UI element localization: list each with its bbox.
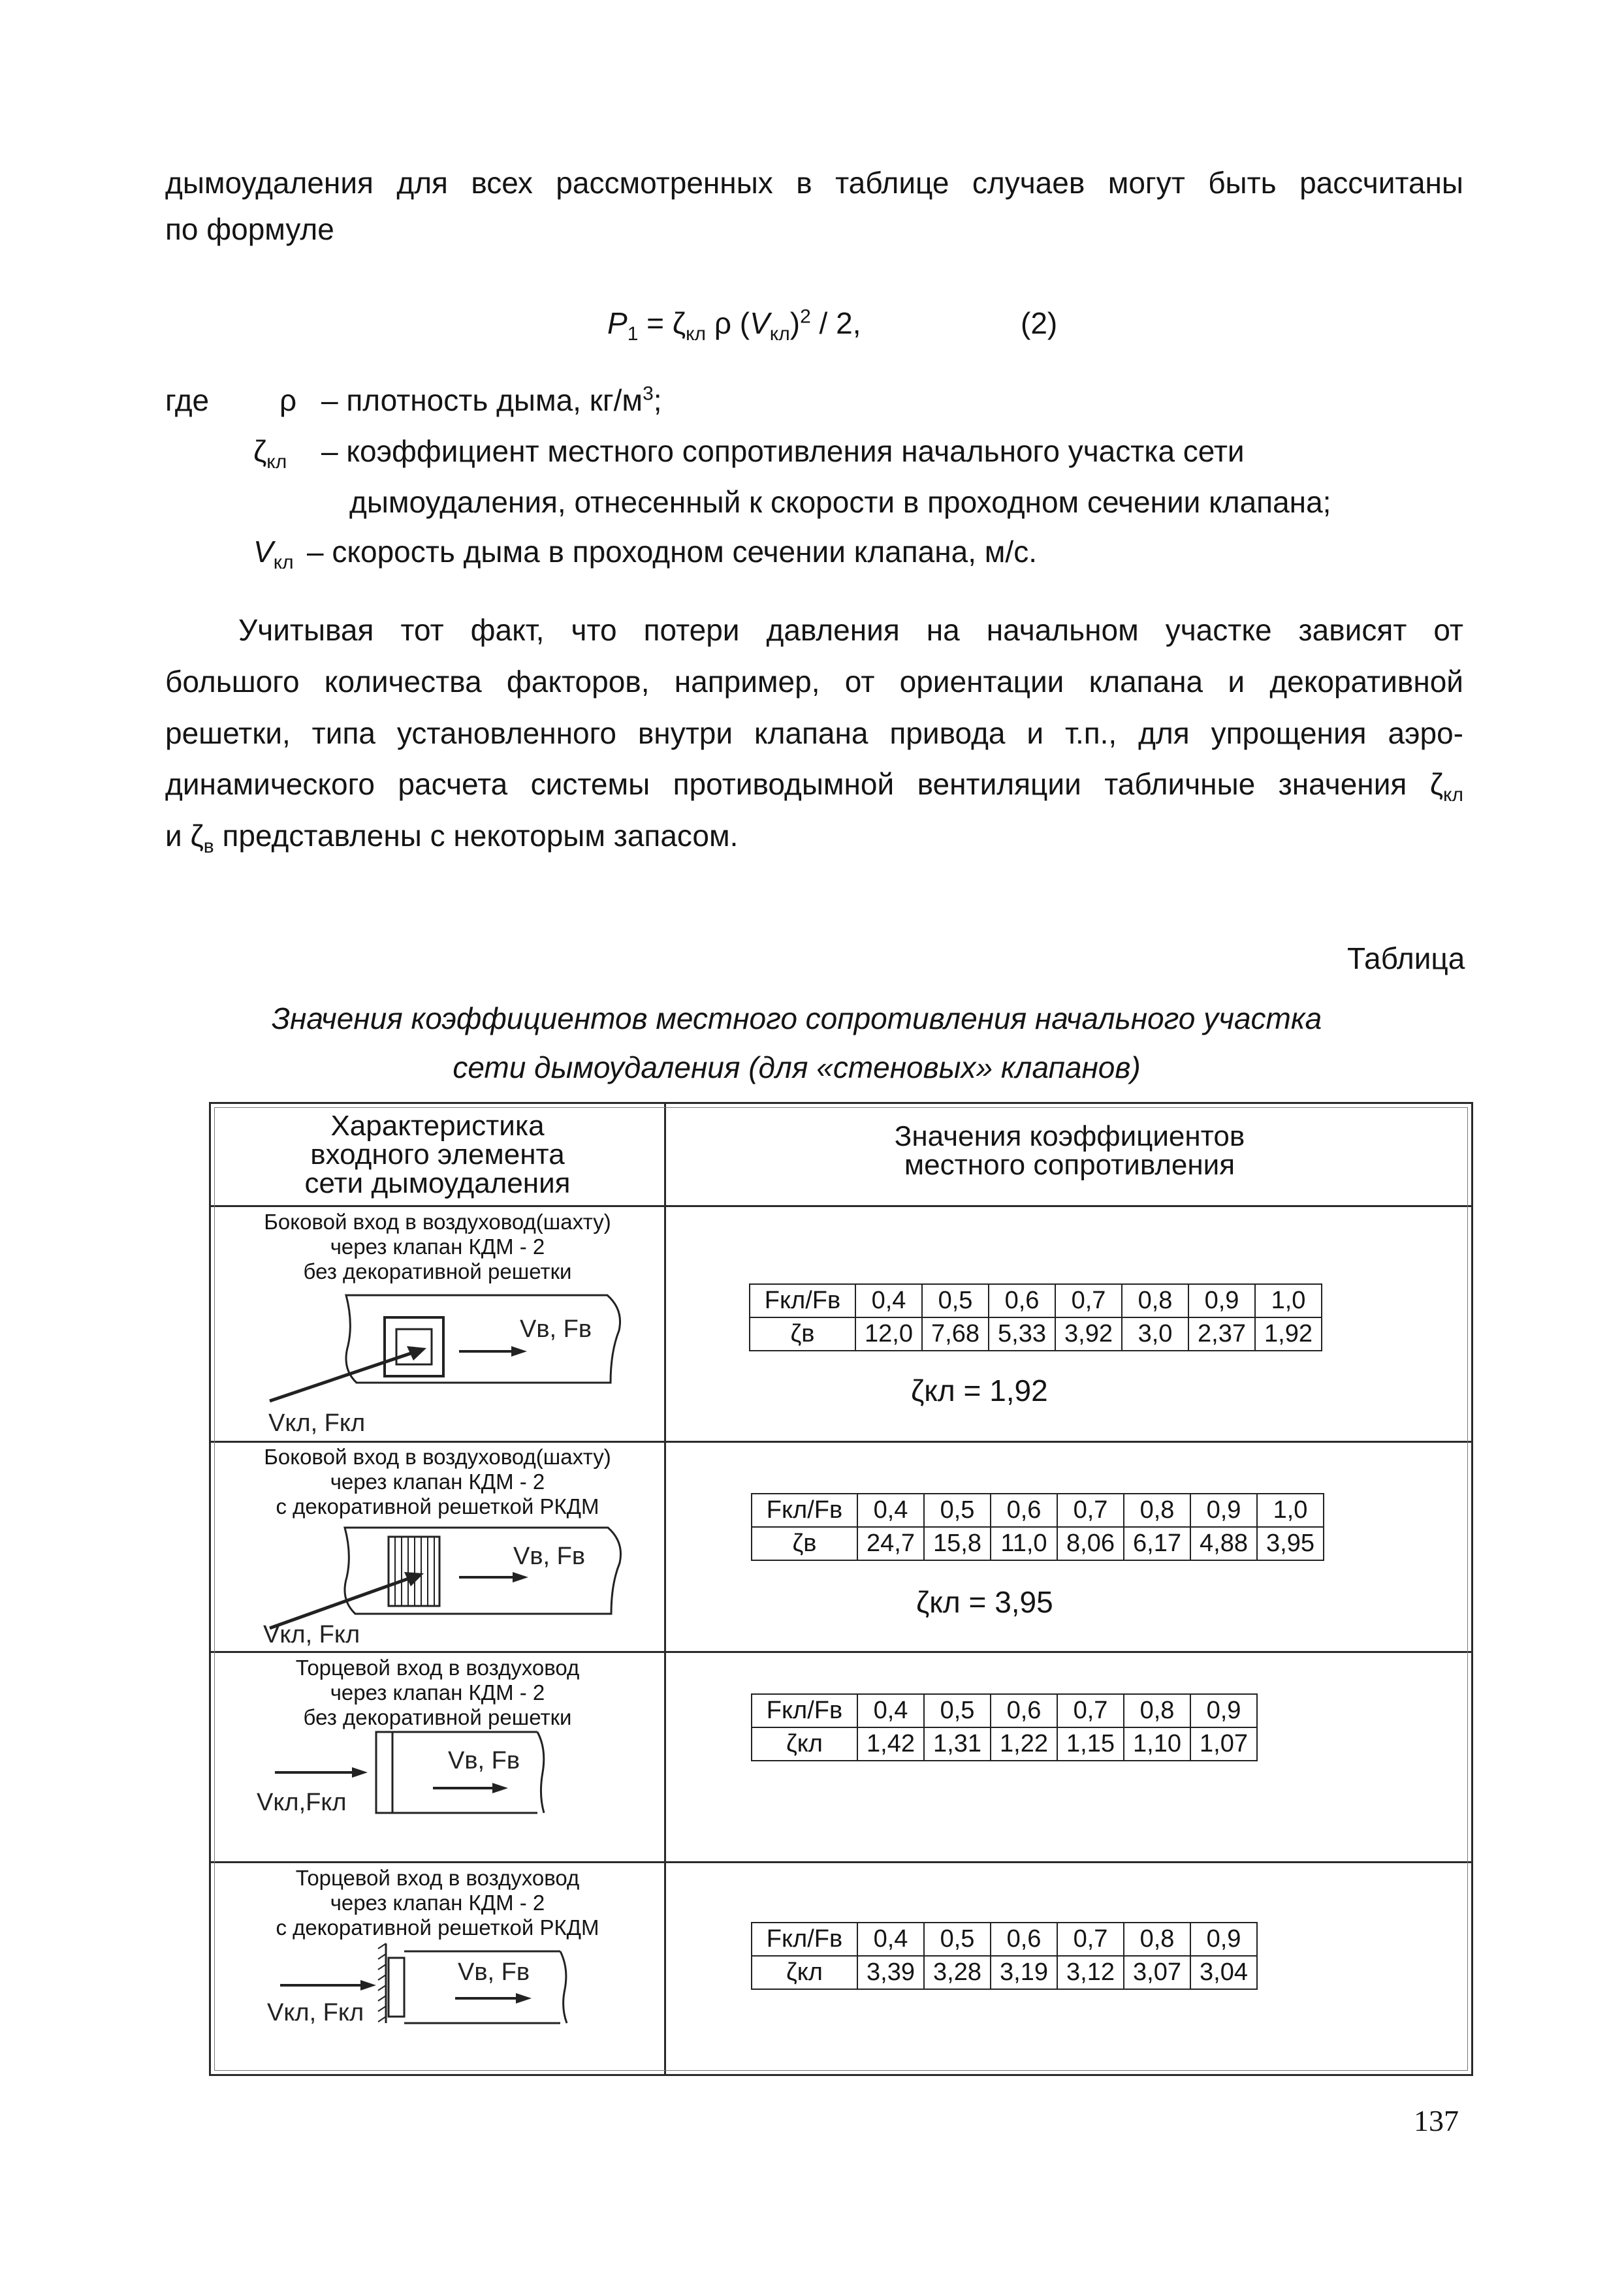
row-divider bbox=[211, 1861, 1471, 1863]
para-line-4: динамического расчета системы противодымной вентиляции табличные значения $\zeta_{кл}$ bbox=[165, 767, 1463, 806]
row3-coef-table: Fкл/Fв 0,4 0,5 0,6 0,7 0,8 0,9 ζкл 1,42 1,31 1,22 1,15 1,10 1,07 bbox=[751, 1693, 1258, 1761]
svg-text:Vв, Fв: Vв, Fв bbox=[458, 1958, 530, 1986]
svg-text:Vв, Fв: Vв, Fв bbox=[448, 1747, 520, 1774]
row-divider bbox=[211, 1651, 1471, 1653]
svg-text:Vкл, Fкл: Vкл, Fкл bbox=[263, 1621, 360, 1648]
table-label: Таблица bbox=[1347, 941, 1465, 975]
header-left: Характеристика входного элемента сети дымоудаления bbox=[304, 1110, 571, 1199]
svg-text:Vкл, Fкл: Vкл, Fкл bbox=[267, 1999, 364, 2026]
svg-text:Vв, Fв: Vв, Fв bbox=[520, 1315, 592, 1343]
row4-element-label: Торцевой вход в воздуховод через клапан КДМ - 2 с декоративной решеткой РКДМ bbox=[276, 1866, 599, 1940]
body-line-1: дымоудаления для всех рассмотренных в таблице случаев могут быть рассчитаны bbox=[165, 166, 1463, 200]
rho-definition: – плотность дыма, $кг/м^3$; bbox=[321, 383, 662, 417]
svg-text:Vкл,Fкл: Vкл,Fкл bbox=[257, 1789, 347, 1816]
para-line-5: и $\zeta_в$ представлены с некоторым запасом. bbox=[165, 819, 739, 858]
svg-text:Vв, Fв: Vв, Fв bbox=[513, 1543, 586, 1570]
row1-zkl-value: ζкл = 1,92 bbox=[911, 1374, 1048, 1407]
row-divider bbox=[211, 1205, 1471, 1207]
header-right: Значения коэффициентов местного сопротивления bbox=[894, 1120, 1245, 1181]
formula: $P_1 = \zeta_{кл}$ ρ $(V_{кл})^2 / 2$, bbox=[607, 306, 861, 345]
row1-element-label: Боковой вход в воздуховод(шахту) через клапан КДМ - 2 без декоративной решетки bbox=[264, 1210, 611, 1283]
column-divider bbox=[664, 1104, 666, 2074]
zeta-symbol: $\zeta_{кл}$ bbox=[253, 434, 287, 473]
row4-coef-table: Fкл/Fв 0,4 0,5 0,6 0,7 0,8 0,9 ζкл 3,39 3,28 3,19 3,12 3,07 3,04 bbox=[751, 1922, 1258, 1990]
row2-element-label: Боковой вход в воздуховод(шахту) через клапан КДМ - 2 с декоративной решеткой РКДМ bbox=[264, 1445, 611, 1518]
row3-diagram bbox=[211, 1729, 664, 1861]
body-line-2: по формуле bbox=[165, 212, 334, 246]
row1-diagram bbox=[211, 1283, 664, 1441]
zeta-definition-1: – коэффициент местного сопротивления начального участка сети bbox=[321, 434, 1245, 468]
table-caption-2: сети дымоудаления (для «стеновых» клапанов) bbox=[453, 1050, 1141, 1084]
row1-coef-table: Fкл/Fв 0,4 0,5 0,6 0,7 0,8 0,9 1,0 ζв 12,0 7,68 5,33 3,92 3,0 2,37 1,92 bbox=[749, 1283, 1322, 1351]
para-line-3: решетки, типа установленного внутри клапана привода и т.п., для упрощения аэро- bbox=[165, 716, 1463, 750]
row2-zkl-value: ζкл = 3,95 bbox=[916, 1585, 1053, 1619]
where-label: где bbox=[165, 383, 210, 417]
table-caption-1: Значения коэффициентов местного сопротивления начального участка bbox=[271, 1001, 1322, 1035]
zeta-definition-2: дымоудаления, отнесенный к скорости в проходном сечении клапана; bbox=[349, 485, 1331, 519]
row4-diagram bbox=[211, 1940, 664, 2073]
para-line-1: Учитывая тот факт, что потери давления на начальном участке зависят от bbox=[238, 613, 1463, 647]
para-line-2: большого количества факторов, например, от ориентации клапана и декоративной bbox=[165, 665, 1463, 699]
svg-text:Vкл, Fкл: Vкл, Fкл bbox=[268, 1409, 366, 1437]
row2-diagram bbox=[211, 1518, 664, 1651]
row3-element-label: Торцевой вход в воздуховод через клапан КДМ - 2 без декоративной решетки bbox=[295, 1656, 580, 1729]
row2-coef-table: Fкл/Fв 0,4 0,5 0,6 0,7 0,8 0,9 1,0 ζв 24,7 15,8 11,0 8,06 6,17 4,88 3,95 bbox=[751, 1493, 1324, 1561]
v-symbol: $V_{кл}$ bbox=[253, 535, 294, 574]
page-number: 137 bbox=[1414, 2104, 1459, 2137]
row-divider bbox=[211, 1441, 1471, 1443]
v-definition: – скорость дыма в проходном сечении клапана, м/с. bbox=[307, 535, 1037, 569]
coefficients-table bbox=[209, 1102, 1473, 2076]
formula-number: (2) bbox=[1021, 306, 1058, 340]
rho-symbol: ρ bbox=[279, 383, 297, 417]
